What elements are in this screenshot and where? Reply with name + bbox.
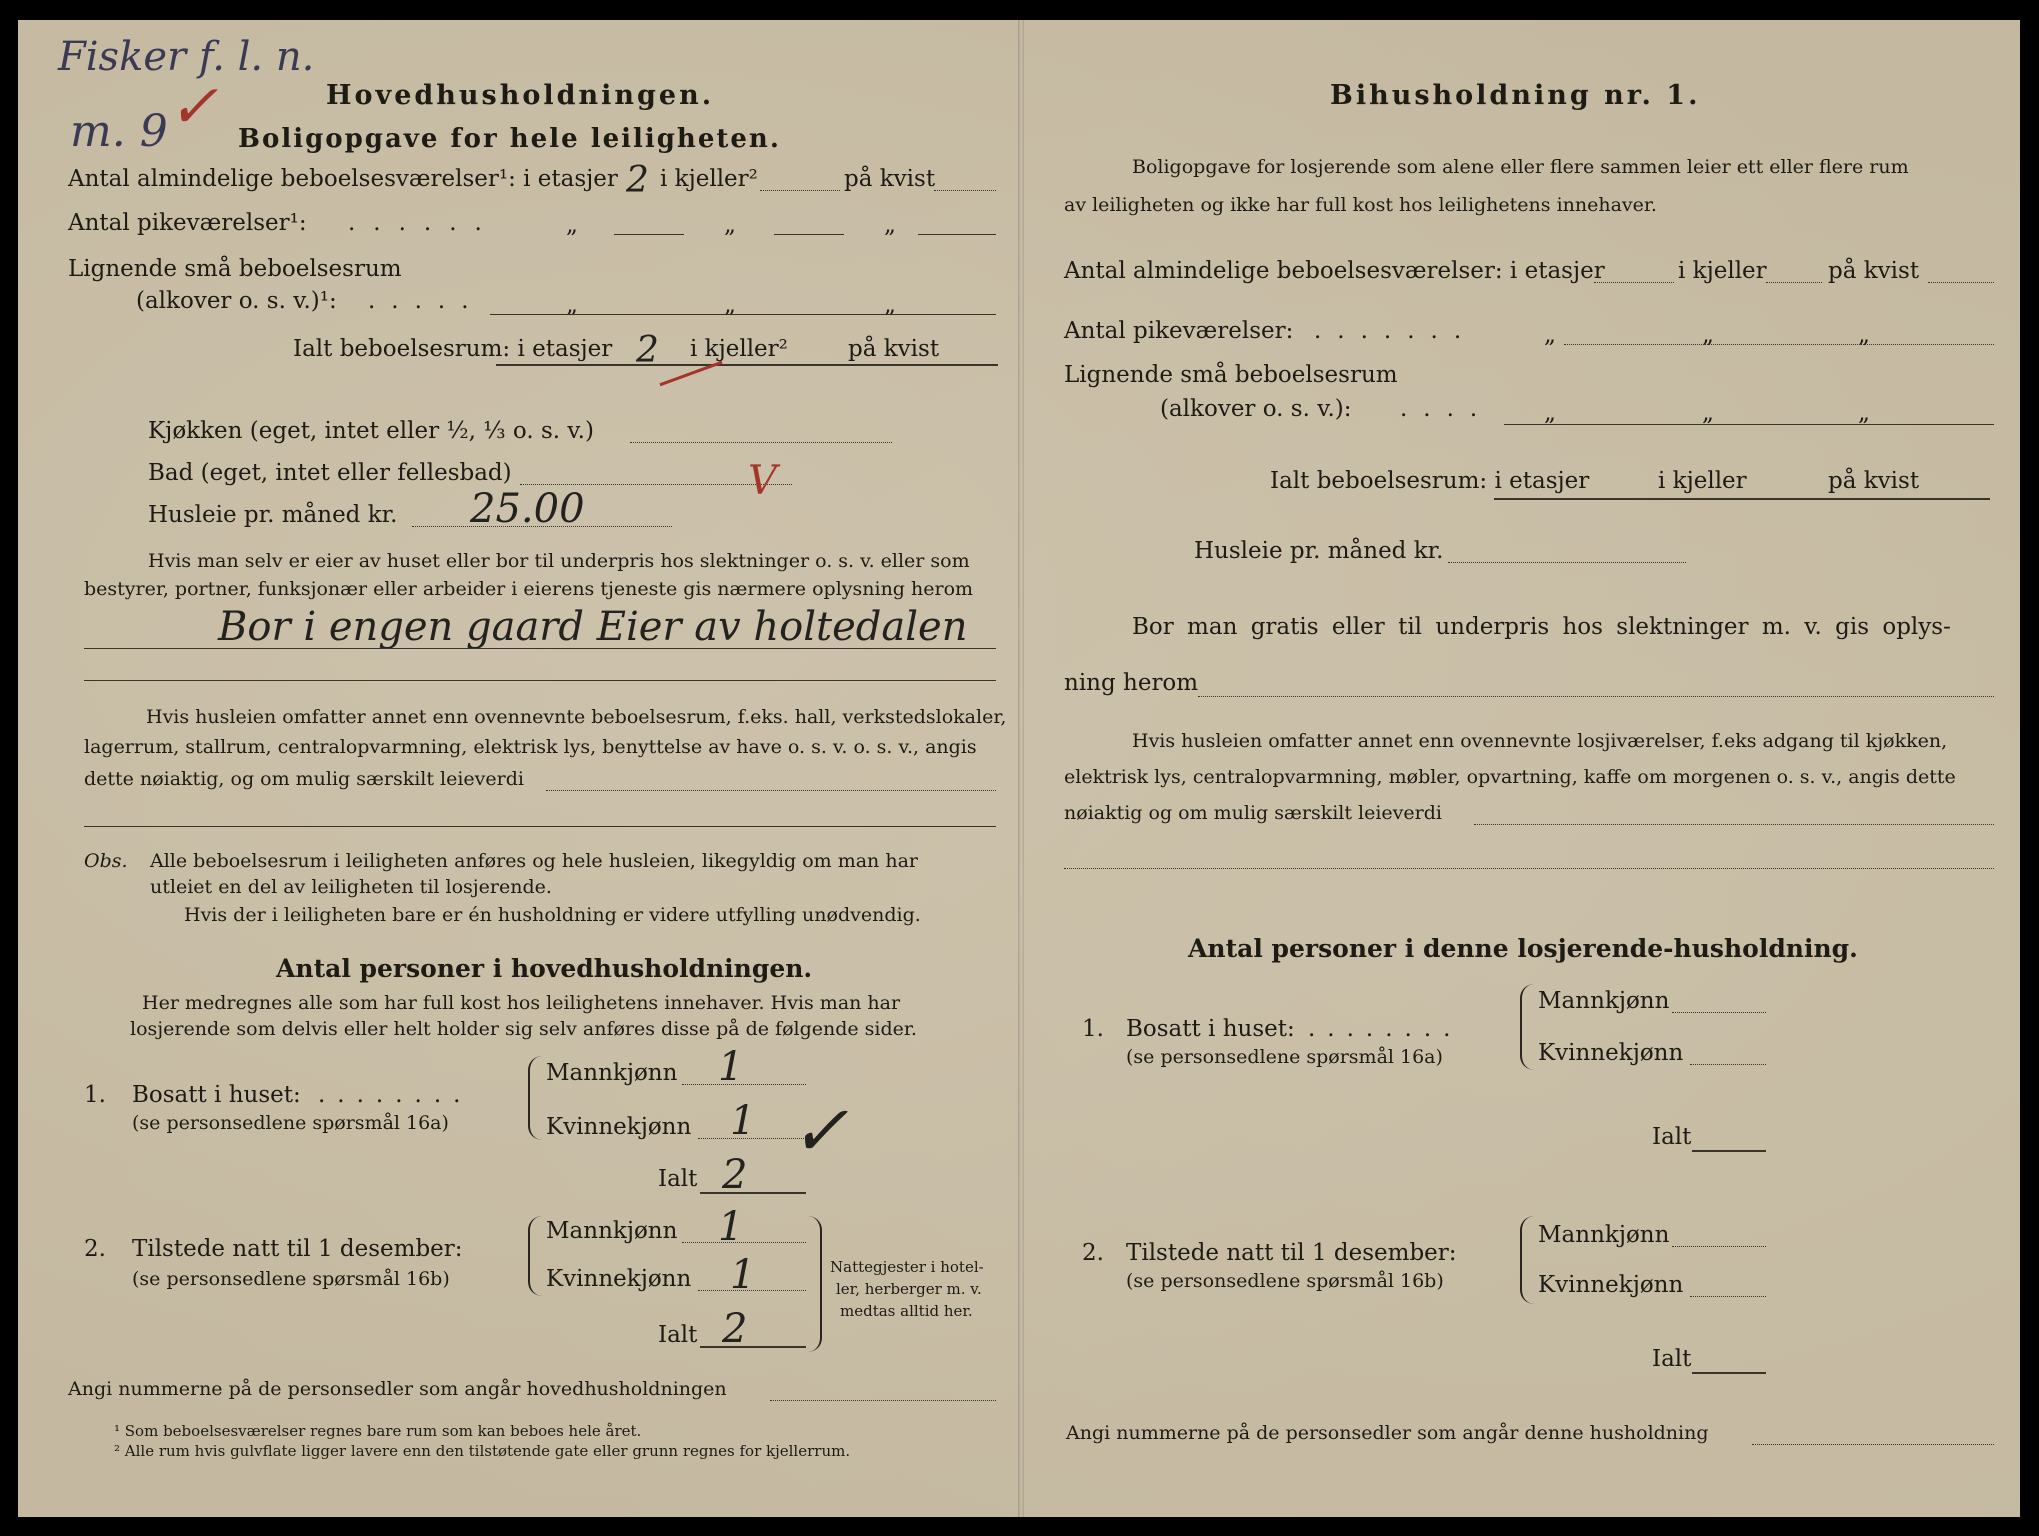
- right-ialt-label: Ialt beboelsesrum: i etasjer: [1270, 468, 1590, 494]
- left-q1-kvinne-label: Kvinnekjønn: [546, 1114, 692, 1140]
- right-omfatter-text-2: elektrisk lys, centralopvarmning, møbler, opvartning, kaffe om morgenen o. s. v., angis dette: [1064, 766, 1956, 788]
- left-pike-ditto-3: „: [884, 212, 896, 238]
- left-q1-check-mark: ✓: [790, 1090, 849, 1172]
- left-q1-dots: ........: [318, 1082, 473, 1108]
- right-omfatter-text-3: nøiaktig og om mulig særskilt leieverdi: [1064, 802, 1442, 824]
- left-q2-ialt-field: [700, 1346, 806, 1348]
- left-rooms-kvist-field: [934, 190, 996, 191]
- right-ialt-field: [1494, 498, 1990, 500]
- left-q1-ialt-label: Ialt: [658, 1166, 698, 1192]
- census-form-sheet: [18, 20, 2020, 1517]
- left-omfatter-field: [546, 790, 996, 791]
- right-lign-field: [1504, 424, 1994, 425]
- right-q1-ialt-field: [1692, 1150, 1766, 1152]
- left-q2-mann-value: 1: [718, 1204, 744, 1250]
- right-pike-ditto-2: „: [1702, 322, 1714, 348]
- right-rooms-kjeller-label: i kjeller: [1678, 258, 1767, 284]
- left-ialt-label: Ialt beboelsesrum: i etasjer: [293, 336, 613, 362]
- left-pike-ditto-2: „: [724, 212, 736, 238]
- red-pencil-mark: V: [748, 458, 777, 504]
- left-persons-sub-1: Her medregnes alle som har full kost hos leilighetens innehaver. Hvis man har: [142, 992, 901, 1014]
- left-rooms-kjeller-field: [760, 190, 840, 191]
- right-omfatter-text-1: Hvis husleien omfatter annet enn ovennevnte losjiværelser, f.eks adgang til kjøkken,: [1132, 730, 1948, 752]
- left-eier-text-1: Hvis man selv er eier av huset eller bor til underpris hos slektninger o. s. v. eller som: [148, 550, 970, 572]
- left-natt-note-3: medtas alltid her.: [840, 1302, 973, 1320]
- left-q1-ialt-field: [700, 1192, 806, 1194]
- left-lign-dots: .....: [368, 288, 485, 314]
- right-gratis-field: [1198, 696, 1994, 697]
- left-obs-text-1: Alle beboelsesrum i leiligheten anføres og hele husleien, likegyldig om man har: [150, 850, 918, 872]
- left-obs-text-3: Hvis der i leiligheten bare er én husholdning er videre utfylling unødvendig.: [184, 904, 921, 926]
- right-q2-number: 2.: [1082, 1240, 1104, 1266]
- left-q2-right-brace: [806, 1216, 822, 1352]
- left-lign-ditto-2: „: [724, 292, 736, 318]
- left-q2-kvinne-value: 1: [730, 1252, 756, 1298]
- center-fold: [1018, 20, 1024, 1517]
- right-q2-ialt-label: Ialt: [1652, 1346, 1692, 1372]
- left-q1-label: Bosatt i huset:: [132, 1082, 301, 1108]
- right-q1-brace: [1520, 984, 1538, 1070]
- right-q2-ialt-field: [1692, 1372, 1766, 1374]
- right-husleie-label: Husleie pr. måned kr.: [1194, 538, 1444, 564]
- right-q1-label: Bosatt i huset:: [1126, 1016, 1295, 1042]
- left-omfatter-text-1: Hvis husleien omfatter annet enn ovennevnte beboelsesrum, f.eks. hall, verkstedslokaler,: [146, 706, 1007, 728]
- right-omfatter-field: [1474, 824, 1994, 825]
- right-q2-kvinne-label: Kvinnekjønn: [1538, 1272, 1684, 1298]
- left-q2-ref: (se personsedlene spørsmål 16b): [132, 1268, 450, 1290]
- left-angi-field: [770, 1400, 996, 1401]
- right-rooms-etasjer-field: [1594, 282, 1674, 283]
- left-persons-sub-2: losjerende som delvis eller helt holder sig selv anføres disse på de følgende sider.: [130, 1018, 917, 1040]
- left-pike-field-2: [774, 234, 844, 235]
- right-q2-ref: (se personsedlene spørsmål 16b): [1126, 1270, 1444, 1292]
- right-q1-ialt-label: Ialt: [1652, 1124, 1692, 1150]
- right-lign-dots: ....: [1400, 396, 1494, 422]
- left-q1-kvinne-value: 1: [730, 1098, 756, 1144]
- left-lign-label-2: (alkover o. s. v.)¹:: [136, 288, 337, 314]
- right-angi-field: [1752, 1444, 1994, 1445]
- left-rooms-label: Antal almindelige beboelsesværelser¹: i etasjer: [68, 166, 618, 192]
- left-owner-note-field-2: [84, 680, 996, 681]
- right-ialt-kjeller-label: i kjeller: [1658, 468, 1747, 494]
- right-rooms-label: Antal almindelige beboelsesværelser: i etasjer: [1064, 258, 1605, 284]
- left-q2-mann-label: Mannkjønn: [546, 1218, 678, 1244]
- left-q2-ialt-value: 2: [722, 1306, 748, 1352]
- right-lign-ditto-3: „: [1858, 400, 1870, 426]
- left-pike-ditto: „: [566, 212, 578, 238]
- right-q1-kvinne-field: [1690, 1064, 1766, 1065]
- left-q2-brace: [528, 1216, 546, 1296]
- left-natt-note-2: ler, herberger m. v.: [836, 1280, 982, 1298]
- left-q1-ref: (se personsedlene spørsmål 16a): [132, 1112, 449, 1134]
- left-lign-label-1: Lignende små beboelsesrum: [68, 256, 402, 282]
- right-rooms-kvist-field: [1928, 282, 1994, 283]
- right-gratis-text-2: ning herom: [1064, 670, 1199, 696]
- left-kjokken-label: Kjøkken (eget, intet eller ½, ⅓ o. s. v.): [148, 418, 594, 444]
- left-husleie-value: 25.00: [470, 486, 585, 532]
- right-intro-1: Boligopgave for losjerende som alene eller flere sammen leier ett eller flere rum: [1132, 156, 1909, 178]
- right-lign-ditto-2: „: [1702, 400, 1714, 426]
- left-husleie-label: Husleie pr. måned kr.: [148, 502, 398, 528]
- left-lign-field: [490, 314, 996, 315]
- left-ialt-etasjer-value: 2: [636, 330, 659, 371]
- left-angi-label: Angi nummerne på de personsedler som angår hovedhusholdningen: [68, 1378, 727, 1400]
- right-q1-mann-label: Mannkjønn: [1538, 988, 1670, 1014]
- left-ialt-kvist-label: på kvist: [848, 336, 940, 362]
- right-q2-mann-field: [1672, 1246, 1766, 1247]
- right-angi-label: Angi nummerne på de personsedler som angår denne husholdning: [1066, 1422, 1709, 1444]
- left-owner-note-handwritten: Bor i engen gaard Eier av holtedalen: [218, 604, 968, 650]
- right-q2-mann-label: Mannkjønn: [1538, 1222, 1670, 1248]
- right-q2-label: Tilstede natt til 1 desember:: [1126, 1240, 1457, 1266]
- right-ialt-kvist-label: på kvist: [1828, 468, 1920, 494]
- right-q1-kvinne-label: Kvinnekjønn: [1538, 1040, 1684, 1066]
- left-q2-mann-field: [682, 1242, 806, 1243]
- left-lign-ditto-1: „: [566, 292, 578, 318]
- left-q1-mann-label: Mannkjønn: [546, 1060, 678, 1086]
- left-q2-number: 2.: [84, 1236, 106, 1262]
- left-pike-field-3: [918, 234, 996, 235]
- left-omfatter-text-2: lagerrum, stallrum, centralopvarmning, elektrisk lys, benyttelse av have o. s. v. o. s. v., angis: [84, 736, 977, 758]
- left-obs-label: Obs.: [84, 850, 128, 872]
- handwritten-top-note: Fisker f. l. n.: [58, 34, 315, 80]
- right-intro-2: av leiligheten og ikke har full kost hos leilighetens innehaver.: [1064, 194, 1657, 216]
- right-husleie-field: [1448, 562, 1686, 563]
- right-q1-number: 1.: [1082, 1016, 1104, 1042]
- left-q2-kvinne-label: Kvinnekjønn: [546, 1266, 692, 1292]
- left-rooms-kjeller-label: i kjeller²: [660, 166, 758, 192]
- right-persons-title: Antal personer i denne losjerende-husholdning.: [1188, 934, 1858, 963]
- left-kjokken-field: [630, 442, 892, 443]
- left-ialt-kjeller-label: i kjeller²: [690, 336, 788, 362]
- left-persons-title: Antal personer i hovedhusholdningen.: [276, 954, 813, 983]
- left-pike-label: Antal pikeværelser¹:: [68, 210, 307, 236]
- left-q1-mann-value: 1: [718, 1044, 744, 1090]
- left-q2-label: Tilstede natt til 1 desember:: [132, 1236, 463, 1262]
- right-q1-ref: (se personsedlene spørsmål 16a): [1126, 1046, 1443, 1068]
- left-pike-field-1: [614, 234, 684, 235]
- right-q2-brace: [1520, 1216, 1538, 1304]
- right-lign-ditto-1: „: [1544, 400, 1556, 426]
- left-q1-number: 1.: [84, 1082, 106, 1108]
- red-check-mark: ✓: [168, 72, 219, 142]
- right-pike-label: Antal pikeværelser:: [1064, 318, 1294, 344]
- left-footnote-2: ² Alle rum hvis gulvflate ligger lavere enn den tilstøtende gate eller grunn regnes for kjellerrum.: [114, 1442, 851, 1460]
- right-lign-label-1: Lignende små beboelsesrum: [1064, 362, 1398, 388]
- left-obs-text-2: utleiet en del av leiligheten til losjerende.: [150, 876, 552, 898]
- left-q2-ialt-label: Ialt: [658, 1322, 698, 1348]
- left-lign-ditto-3: „: [884, 292, 896, 318]
- left-natt-note-1: Nattegjester i hotel-: [830, 1258, 984, 1276]
- left-omfatter-field-2: [84, 826, 996, 827]
- right-lign-label-2: (alkover o. s. v.):: [1160, 396, 1352, 422]
- left-rooms-kvist-label: på kvist: [844, 166, 936, 192]
- left-eier-text-2: bestyrer, portner, funksjonær eller arbeider i eierens tjeneste gis nærmere oplysning herom: [84, 578, 974, 600]
- left-title: Hovedhusholdningen.: [326, 80, 715, 111]
- right-pike-ditto-3: „: [1858, 322, 1870, 348]
- right-pike-ditto-1: „: [1544, 322, 1556, 348]
- right-q2-kvinne-field: [1690, 1296, 1766, 1297]
- left-pike-dots: ......: [348, 210, 500, 236]
- left-subtitle: Boligopgave for hele leiligheten.: [238, 124, 781, 154]
- right-pike-dots: .......: [1314, 318, 1478, 344]
- right-q1-dots: ........: [1308, 1016, 1463, 1042]
- left-bad-label: Bad (eget, intet eller fellesbad): [148, 460, 512, 486]
- left-rooms-etasjer-value: 2: [626, 160, 649, 201]
- left-owner-note-field-1: [84, 648, 996, 649]
- left-q1-ialt-value: 2: [722, 1152, 748, 1198]
- right-pike-field: [1564, 344, 1994, 345]
- right-omfatter-field-2: [1064, 868, 1994, 869]
- handwritten-margin-note: m. 9: [70, 106, 168, 157]
- left-q1-brace: [528, 1056, 546, 1140]
- right-rooms-kvist-label: på kvist: [1828, 258, 1920, 284]
- right-title: Bihusholdning nr. 1.: [1330, 80, 1701, 111]
- right-gratis-text-1: Bor man gratis eller til underpris hos slektninger m. v. gis oplys-: [1132, 614, 1951, 640]
- left-footnote-1: ¹ Som beboelsesværelser regnes bare rum som kan beboes hele året.: [114, 1422, 642, 1440]
- left-ialt-field: [496, 364, 998, 366]
- left-omfatter-text-3: dette nøiaktig, og om mulig særskilt leieverdi: [84, 768, 524, 790]
- left-q1-mann-field: [682, 1084, 806, 1085]
- right-rooms-kjeller-field: [1766, 282, 1822, 283]
- right-q1-mann-field: [1672, 1012, 1766, 1013]
